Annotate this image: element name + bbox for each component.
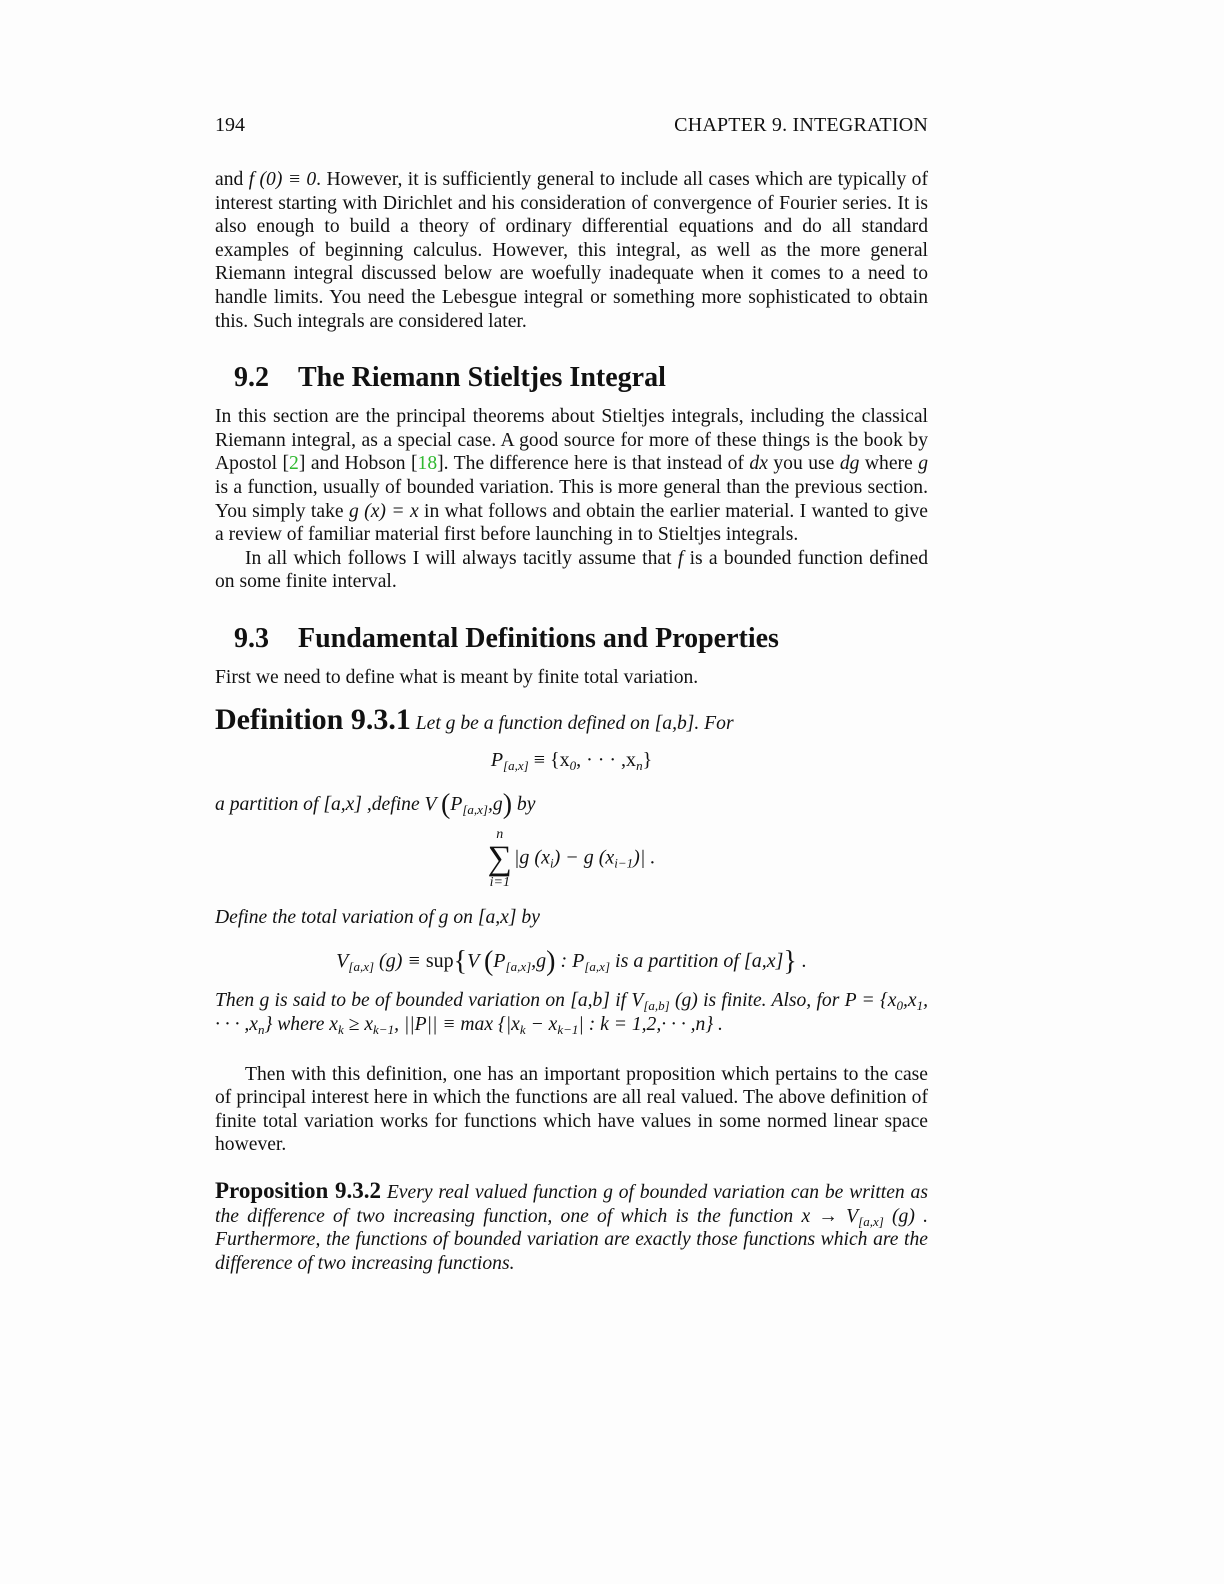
math-g: g	[918, 453, 928, 475]
text-run: In all which follows I will always tacitly assume that	[245, 547, 678, 569]
eq-sub: i	[549, 855, 554, 871]
eq-term: P	[450, 793, 463, 815]
text-run: Every real valued function g of bounded variation can be written as the difference of two increasing function, one of which is the function x → V	[215, 1182, 928, 1227]
text-run: ] and Hobson [	[298, 453, 418, 475]
text-run: (g) . Furthermore, the functions of bounded variation are exactly those functions which are the difference of two increasing functions.	[215, 1205, 928, 1274]
page-body	[215, 168, 928, 1275]
text-run: where	[859, 453, 919, 475]
definition-line-3: Define the total variation of g on [a,x] by	[215, 907, 540, 929]
text-run: by	[512, 793, 536, 815]
equation-sum	[215, 826, 928, 892]
text-run: you use	[767, 453, 840, 475]
definition-line-4	[215, 989, 928, 1036]
text-run: In this section are the principal theorems about Stieltjes integrals, including the classical Riemann integral, as a special case. A good source for more of these things is the book by Apostol [	[215, 406, 928, 475]
section-title: Fundamental Definitions and Properties	[298, 622, 779, 654]
eq-sub: [a,x]	[503, 758, 529, 774]
eq-sub: 0	[896, 998, 903, 1014]
text-run: (g) is finite. Also, for P = {x	[669, 990, 897, 1012]
eq-term: ,g	[487, 793, 503, 815]
text-run: − x	[525, 1014, 558, 1036]
eq-sub: 1	[916, 998, 924, 1014]
eq-term: .	[796, 949, 807, 972]
math-dg: dg	[839, 453, 860, 475]
section-number: 9.3	[234, 622, 269, 654]
eq-sub: [a,x]	[348, 958, 375, 974]
citation-link[interactable]: 2	[289, 453, 299, 475]
eq-sub: [a,b]	[643, 998, 670, 1014]
definition-lead-text: Let g be a function defined on [a,b]. For	[415, 712, 734, 734]
section-9-2-paragraph-1	[215, 405, 928, 547]
eq-sub: [a,x]	[584, 958, 611, 974]
text-run: ≥ x	[343, 1014, 374, 1036]
eq-sub: k−1	[373, 1022, 395, 1038]
eq-term: ≡ {x	[528, 749, 570, 772]
summation-sign	[488, 826, 512, 892]
eq-term: sup	[425, 949, 454, 972]
text-run: | : k = 1,2,· · · ,n} .	[578, 1014, 723, 1036]
equation-total-variation: $V_{[a,x]}$ (g) ≡ sup{V $(P_{[a,x]},g)$ : $P_{[a,x]}$ is a partition of [a,x]} .	[336, 945, 807, 977]
eq-term: P	[490, 749, 504, 772]
text-run: in what follows and obtain the earlier material. I wanted to give a review of familiar material first before launching in to Stieltjes integrals.	[215, 500, 928, 546]
definition-head: Definition 9.3.1	[215, 702, 411, 736]
section-heading-9-3	[215, 622, 928, 656]
text-run: is a bounded function defined on some finite interval.	[215, 547, 928, 593]
eq-sub: [a,x]	[505, 958, 532, 974]
page-number: 194	[215, 114, 245, 136]
text-run: } where x	[264, 1014, 338, 1036]
eq-sub: [a,x]	[462, 801, 488, 817]
eq-term: V	[467, 949, 484, 972]
running-header	[215, 114, 928, 138]
eq-term: ,g	[531, 949, 547, 972]
after-definition-paragraph: Then with this definition, one has an important proposition which pertains to the case of principal interest here in which the functions are all real valued. The above definition of finite total variation works for functions which have values in some normed linear space however.	[215, 1063, 928, 1156]
eq-term: (g) ≡	[374, 949, 426, 972]
text-run: a partition of [a,x] ,define V	[215, 793, 442, 815]
eq-term: : P	[555, 949, 585, 972]
eq-sub: n	[258, 1022, 265, 1038]
math-gx: g (x) = x	[348, 500, 419, 522]
sum-upper-limit: n	[496, 827, 504, 843]
section-9-2-paragraph-2	[215, 547, 928, 594]
eq-term: }	[642, 749, 653, 772]
section-9-3-paragraph-1: First we need to define what is meant by finite total variation.	[215, 666, 699, 688]
text-run: ]. The difference here is that instead of	[437, 453, 750, 475]
section-heading-9-2	[215, 361, 928, 395]
eq-sub: 0	[569, 758, 577, 774]
text-run: is a function, usually of bounded variation. This is more general than the previous section. You simply take	[215, 476, 928, 522]
citation-link[interactable]: 18	[417, 453, 438, 475]
eq-sub: k−1	[557, 1022, 579, 1038]
definition-line-2: a partition of [a,x] ,define V $(P_{[a,x]},g)$ by	[215, 788, 536, 820]
text-run: , ||P|| ≡ max {|x	[394, 1014, 520, 1036]
text-run: Then g is said to be of bounded variation on [a,b] if V	[215, 990, 644, 1012]
eq-sub: n	[636, 758, 643, 774]
eq-term: is a partition of [a,x]	[610, 949, 784, 972]
eq-term: P	[493, 949, 506, 972]
intro-rest: . However, it is sufficiently general to include all cases which are typically of interest starting with Dirichlet and his consideration of convergence of Fourier series. It is also enough to build a theory of ordinary differential equations and do all standard examples of beginning calculus. However, this integral, as well as the more general Riemann integral discussed below are woefully inadequate when it comes to a need to handle limits. You need the Lebesgue integral or something more sophisticated to obtain this. Such integrals are considered later.	[215, 169, 928, 332]
intro-paragraph	[215, 168, 928, 333]
proposition	[215, 1179, 928, 1275]
equation-partition	[215, 749, 928, 773]
eq-term: V	[336, 949, 349, 972]
definition-lead	[215, 702, 928, 736]
text-run: ,x	[902, 990, 917, 1012]
section-title: The Riemann Stieltjes Integral	[298, 362, 666, 394]
chapter-title: CHAPTER 9. INTEGRATION	[674, 114, 928, 136]
eq-term: )| .	[633, 846, 656, 869]
proposition-head: Proposition 9.3.2	[215, 1178, 381, 1204]
sum-lower-limit: i=1	[489, 875, 510, 891]
eq-term: ) − g (x	[553, 846, 615, 869]
eq-sub: i−1	[614, 855, 634, 871]
text-run: , · · · ,x	[215, 990, 928, 1036]
eq-term: |g (x	[513, 846, 550, 869]
intro-math: f (0) ≡ 0	[248, 169, 317, 190]
eq-term: , · · · ,x	[576, 749, 637, 772]
eq-sub: [a,x]	[858, 1213, 884, 1229]
eq-sub: k	[519, 1022, 526, 1038]
math-dx: dx	[749, 453, 768, 475]
intro-lead: and	[215, 169, 249, 190]
sigma-symbol: ∑	[487, 840, 512, 878]
eq-sub: k	[338, 1022, 344, 1038]
math-f: f	[677, 547, 684, 569]
section-number: 9.2	[234, 362, 269, 394]
